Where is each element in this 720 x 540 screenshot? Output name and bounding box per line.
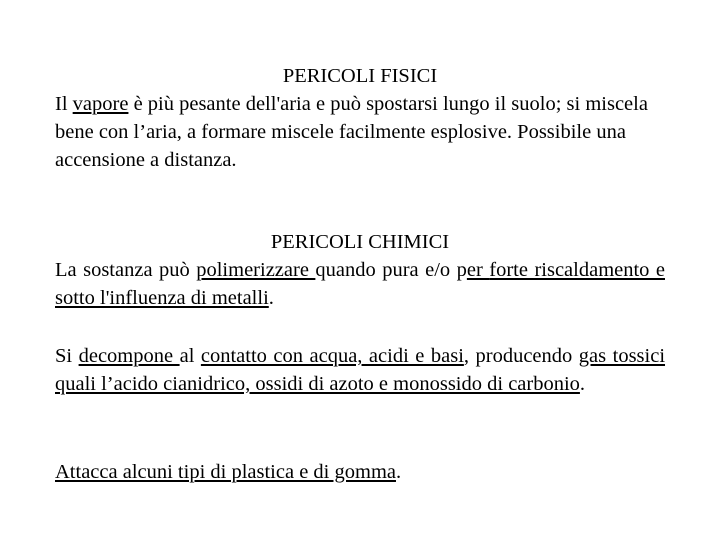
section-title-fisici: PERICOLI FISICI (282, 65, 438, 87)
text-run: La sostanza può (55, 259, 197, 281)
paragraph-fisici (55, 90, 665, 174)
section-pericoli-chimici (55, 228, 665, 312)
section-pericoli-fisici (55, 62, 665, 174)
text-run: al (179, 345, 201, 367)
section-plastica (55, 458, 665, 486)
paragraph-decompone (55, 342, 665, 398)
underlined-text: polimerizzare (196, 259, 316, 281)
underlined-text: er (466, 259, 490, 281)
section-title-chimici: PERICOLI CHIMICI (270, 231, 450, 253)
underlined-text: vapore (72, 93, 129, 115)
text-run: quando pura e/o p (315, 259, 467, 281)
text-run: , producendo (463, 345, 579, 367)
paragraph-polimerizzare (55, 256, 665, 312)
text-run: . (579, 373, 586, 395)
underlined-text: decompone (78, 345, 180, 367)
paragraph-plastica (55, 458, 665, 486)
text-run: . (395, 461, 402, 483)
section-decompone (55, 342, 665, 398)
text-run: è più pesante dell'aria e può spostarsi lungo il suolo; si miscela bene con l’aria, a formare miscele facilmente esplosive. Possibile una accensione a distanza. (55, 93, 648, 171)
underlined-text: forte riscaldamento e sotto l'influenza di metalli (55, 259, 665, 309)
text-run: . (268, 287, 274, 309)
underlined-text: Attacca alcuni tipi di plastica e di gomma (55, 461, 396, 483)
underlined-text: gas tossici quali l’acido cianidrico, ossidi di azoto e monossido di carbonio (55, 345, 666, 395)
text-run: Si (55, 345, 79, 367)
underlined-text: contatto con acqua, acidi e basi (200, 345, 464, 367)
text-run: Il (55, 93, 73, 115)
